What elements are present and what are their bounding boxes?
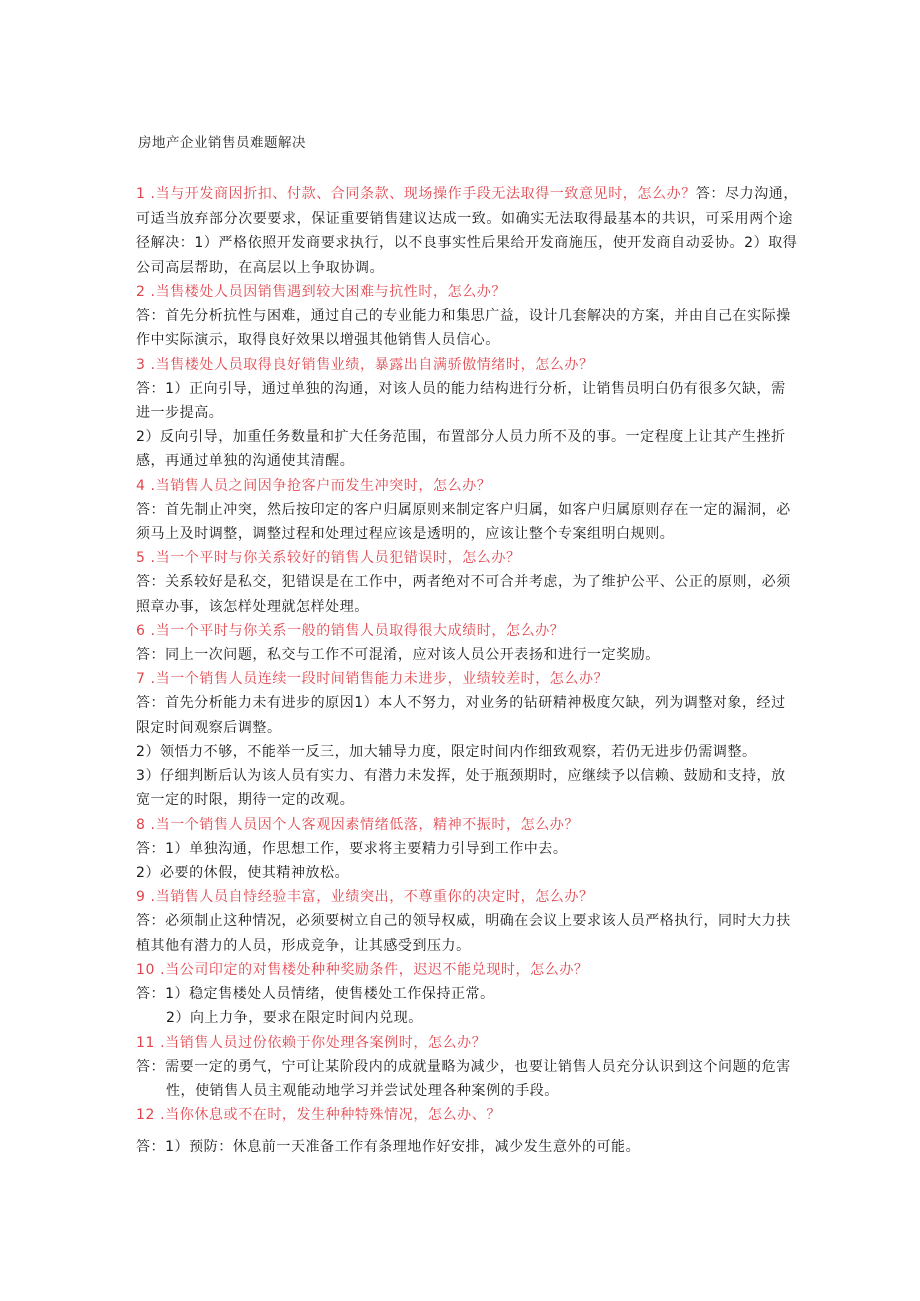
question-3: 3 .当售楼处人员取得良好销售业绩，暴露出自满骄傲情绪时，怎么办？ [136,356,594,373]
answer-7-part-2: 2）领悟力不够，不能举一反三，加大辅导力度，限定时间内作细致观察，若仍无进步仍需调整。 [136,743,757,760]
answer-3-part-1: 答：1）正向引导，通过单独的沟通，对该人员的能力结构进行分析，让销售员明白仍有很多欠缺，需进一步提高。 [136,380,786,421]
answer-8-part-1: 答：1）单独沟通，作思想工作，要求将主要精力引导到工作中去。 [136,840,568,857]
answer-7-part-3: 3）仔细判断后认为该人员有实力、有潜力未发挥，处于瓶颈期时，应继续予以信赖、鼓励和支持，放宽一定的时限，期待一定的改观。 [136,768,786,809]
answer-8-part-2: 2）必要的休假，使其精神放松。 [136,865,350,882]
question-9: 9 .当销售人员自恃经验丰富，业绩突出，不尊重你的决定时，怎么办？ [136,889,594,906]
question-12: 12 .当你休息或不在时，发生种种特殊情况，怎么办、？ [136,1107,501,1124]
answer-3-part-2: 2）反向引导，加重任务数量和扩大任务范围，布置部分人员力所不及的事。一定程度上让其产生挫折感，再通过单独的沟通使其清醒。 [136,429,786,470]
answer-10-part-1: 答：1）稳定售楼处人员情绪，使售楼处工作保持正常。 [136,985,495,1002]
answer-1: 答：尽力沟通，可适当放弃部分次要要求，保证重要销售建议达成一致。如确实无法取得最基本的共识，可采用两个途径解决：1）严格依照开发商要求执行，以不良事实性后果给开发商施压，使开发商自动妥协。2）取得公司高层帮助，在高层以上争取协调。 [136,186,799,276]
answer-9: 答：必须制止这种情况，必须要树立自己的领导权威，明确在会议上要求该人员严格执行，同时大力扶植其他有潜力的人员，形成竞争，让其感受到压力。 [136,913,791,954]
answer-2: 答：首先分析抗性与困难，通过自己的专业能力和集思广益，设计几套解决的方案，并由自己在实际操作中实际演示，取得良好效果以增强其他销售人员信心。 [136,308,791,349]
question-6: 6 .当一个平时与你关系一般的销售人员取得很大成绩时，怎么办？ [136,622,565,639]
document-body [136,182,798,1159]
answer-6: 答：同上一次问题，私交与工作不可混淆，应对该人员公开表扬和进行一定奖励。 [136,646,660,663]
document-title: 房地产企业销售员难题解决 [138,135,306,151]
question-10: 10 .当公司印定的对售楼处种种奖励条件，迟迟不能兑现时，怎么办？ [136,961,589,978]
question-8: 8 .当一个销售人员因个人客观因素情绪低落，精神不振时，怎么办？ [136,816,580,833]
question-7: 7 .当一个销售人员连续一段时间销售能力未进步，业绩较差时，怎么办？ [136,671,609,688]
qa-item-1 [136,182,798,280]
question-4: 4 .当销售人员之间因争抢客户而发生冲突时，怎么办？ [136,477,492,494]
question-1: 1 .当与开发商因折扣、付款、合同条款、现场操作手段无法取得一致意见时，怎么办？ [136,186,696,202]
answer-4: 答：首先制止冲突，然后按印定的客户归属原则来制定客户归属，如客户归属原则存在一定的漏洞，必须马上及时调整，调整过程和处理过程应该是透明的，应该让整个专案组明白规则。 [136,501,791,543]
answer-10-part-2: 2）向上力争，要求在限定时间内兑现。 [166,1010,423,1027]
answer-12: 答：1）预防：休息前一天准备工作有条理地作好安排，减少发生意外的可能。 [136,1139,641,1156]
answer-7-part-1: 答：首先分析能力未有进步的原因1）本人不努力，对业务的钻研精神极度欠缺，列为调整对象，经过限定时间观察后调整。 [136,695,786,736]
question-11: 11 .当销售人员过份依赖于你处理各案例时，怎么办？ [136,1034,487,1051]
spacer [136,1127,798,1135]
answer-11: 答：需要一定的勇气，宁可让某阶段内的成就量略为减少，也要让销售人员充分认识到这个问题的危害性，使销售人员主观能动地学习并尝试处理各种案例的手段。 [136,1058,791,1099]
answer-5: 答：关系较好是私交，犯错误是在工作中，两者绝对不可合并考虑，为了维护公平、公正的原则，必须照章办事，该怎样处理就怎样处理。 [136,574,791,615]
question-5: 5 .当一个平时与你关系较好的销售人员犯错误时，怎么办？ [136,550,521,567]
question-2: 2 .当售楼处人员因销售遇到较大困难与抗性时，怎么办？ [136,284,507,300]
